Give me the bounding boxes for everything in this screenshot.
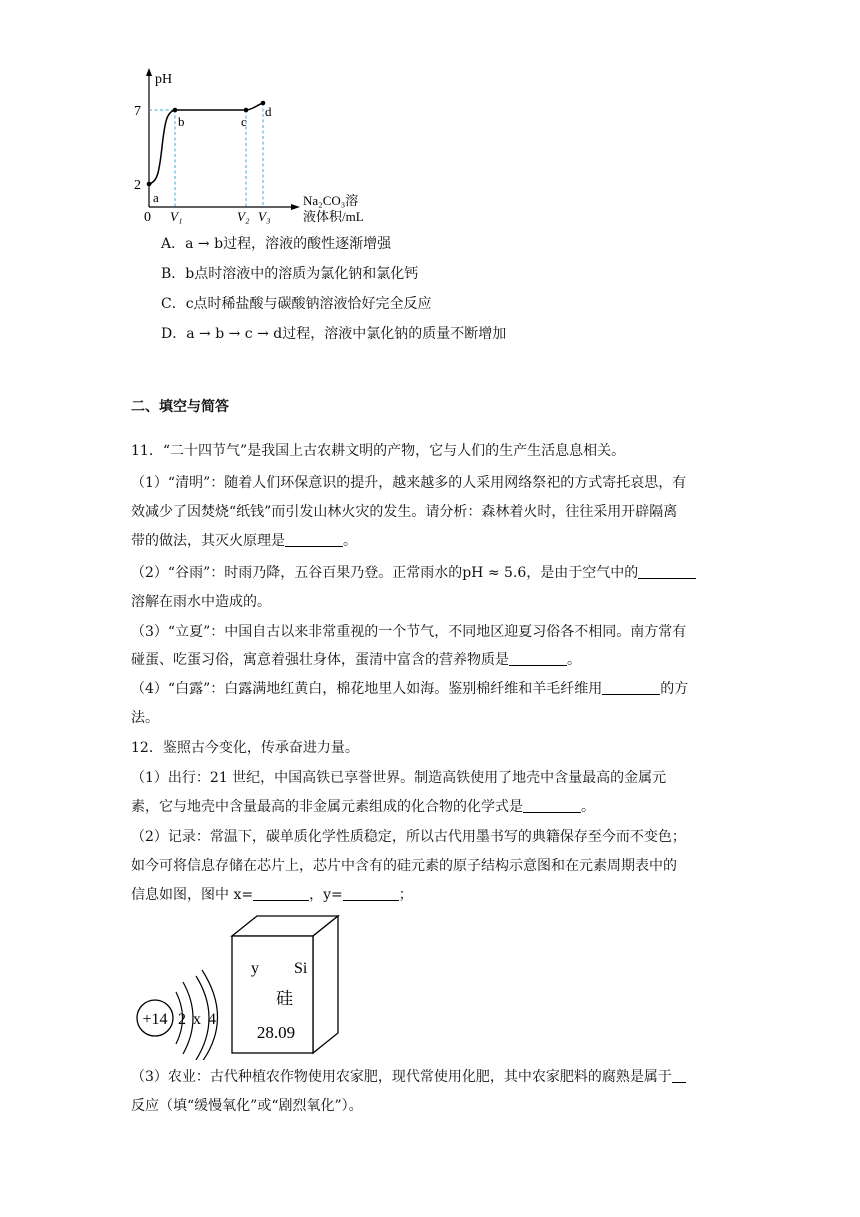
x-axis-arrow (291, 204, 300, 210)
q12-p2-line2: 如今可将信息存储在芯片上，芯片中含有的硅元素的原子结构示意图和在元素周期表中的 (131, 858, 677, 874)
nucleus-charge: +14 (142, 1011, 168, 1028)
answer-blank[interactable] (672, 1068, 686, 1083)
text: ； (398, 887, 413, 903)
text: （2）“谷雨”：时雨乃降，五谷百果乃登。正常雨水的pH ≈ 5.6，是由于空气中的 (131, 565, 639, 581)
option-c (161, 294, 432, 314)
q11-p1-line1: （1）“清明”：随着人们环保意识的提升，越来越多的人采用网络祭祀的方式寄托哀思，有 (131, 475, 687, 491)
q12-p3-line1 (131, 1067, 686, 1087)
text: （4）“白露”：白露满地红黄白，棉花地里人如海。鉴别棉纤维和羊毛纤维用 (131, 681, 603, 697)
ph-chart (125, 62, 395, 228)
option-a (161, 234, 391, 254)
text: ，y= (309, 887, 343, 903)
q12-stem: 12．鉴照古今变化，传承奋进力量。 (131, 740, 359, 756)
y-axis-arrow (146, 68, 152, 76)
q11-p4-line1 (131, 679, 688, 699)
text: 。 (567, 652, 581, 668)
q11-p1-line3 (131, 531, 357, 551)
q12-p2-line3 (131, 885, 413, 905)
point-label-a: a (153, 190, 159, 205)
shell-count-2: x (193, 1011, 201, 1028)
option-letter: C． (161, 296, 186, 312)
q12-p1-line1: （1）出行：21 世纪，中国高铁已享誉世界。制造高铁使用了地壳中含量最高的金属元 (131, 770, 667, 786)
text: 信息如图，图中 x= (131, 887, 254, 903)
point-a (147, 182, 152, 187)
point-label-b: b (178, 114, 185, 129)
option-letter: D． (161, 326, 187, 342)
option-b (161, 264, 418, 284)
x-tick-v1: V₁ (170, 209, 183, 224)
text: （3）农业：古代种植农作物使用农家肥，现代常使用化肥，其中农家肥料的腐熟是属于 (131, 1069, 672, 1085)
x-axis-label-line1: Na₂CO₃溶 (303, 193, 359, 208)
y-tick-7: 7 (134, 104, 141, 119)
element-name: 硅 (276, 989, 293, 1008)
answer-blank-x[interactable] (253, 886, 309, 901)
answer-blank[interactable] (602, 680, 660, 695)
cube-side-face (313, 916, 338, 1053)
text: 带的做法，其灭火原理是 (131, 533, 285, 549)
q11-p3-line1: （3）“立夏”：中国自古以来非常重视的一个节气，不同地区迎夏习俗各不相同。南方常有 (131, 624, 687, 640)
text: 。 (343, 533, 357, 549)
shell-count-1: 2 (178, 1011, 186, 1028)
option-text: a → b过程，溶液的酸性逐渐增强 (185, 236, 392, 252)
q11-p4-line2: 法。 (131, 710, 159, 726)
answer-blank[interactable] (523, 798, 581, 813)
q11-p3-line2 (131, 650, 581, 670)
x-axis-label-line2: 液体积/mL (303, 209, 364, 224)
q11-p2-line1 (131, 563, 696, 583)
point-c (244, 108, 249, 113)
shell-count-3: 4 (208, 1011, 216, 1028)
q11-p1-line2: 效减少了因焚烧“纸钱”而引发山林火灾的发生。请分析：森林着火时，往往采用开辟隔离 (131, 504, 678, 520)
silicon-diagram (125, 912, 365, 1060)
y-tick-2: 2 (134, 178, 141, 193)
answer-blank[interactable] (285, 532, 343, 547)
section-title: 二、填空与简答 (131, 399, 229, 415)
y-axis-label: pH (155, 72, 173, 87)
option-letter: B． (161, 266, 186, 282)
option-d (161, 324, 506, 344)
answer-blank[interactable] (509, 651, 567, 666)
q12-p3-line2: 反应（填“缓慢氧化”或“剧烈氧化”）。 (131, 1098, 363, 1114)
atomic-number: y (251, 960, 259, 977)
element-symbol: Si (294, 960, 308, 977)
answer-blank-y[interactable] (343, 886, 399, 901)
x-tick-v3: V₃ (258, 209, 271, 224)
q11-stem: 11．“二十四节气”是我国上古农耕文明的产物，它与人们的生产生活息息相关。 (131, 443, 626, 459)
answer-blank[interactable] (638, 564, 696, 579)
atomic-mass: 28.09 (256, 1023, 296, 1042)
option-letter: A． (161, 236, 186, 252)
point-label-d: d (265, 104, 272, 119)
text: 。 (581, 799, 595, 815)
text: 素，它与地壳中含量最高的非金属元素组成的化合物的化学式是 (131, 799, 523, 815)
text: 的方 (660, 681, 689, 697)
point-b (173, 108, 178, 113)
option-text: b点时溶液中的溶质为氯化钠和氯化钙 (185, 266, 419, 282)
x-tick-v2: V₂ (237, 209, 250, 224)
q11-p2-line2: 溶解在雨水中造成的。 (131, 594, 271, 610)
q12-p2-line1: （2）记录：常温下，碳单质化学性质稳定，所以古代用墨书写的典籍保存至今而不变色； (131, 829, 686, 845)
option-text: c点时稀盐酸与碳酸钠溶液恰好完全反应 (185, 296, 432, 312)
point-label-c: c (241, 114, 247, 129)
origin-label: 0 (144, 210, 151, 225)
option-text: a → b → c → d过程，溶液中氯化钠的质量不断增加 (186, 326, 507, 342)
q12-p1-line2 (131, 797, 595, 817)
text: 碰蛋、吃蛋习俗，寓意着强壮身体，蛋清中富含的营养物质是 (131, 652, 509, 668)
